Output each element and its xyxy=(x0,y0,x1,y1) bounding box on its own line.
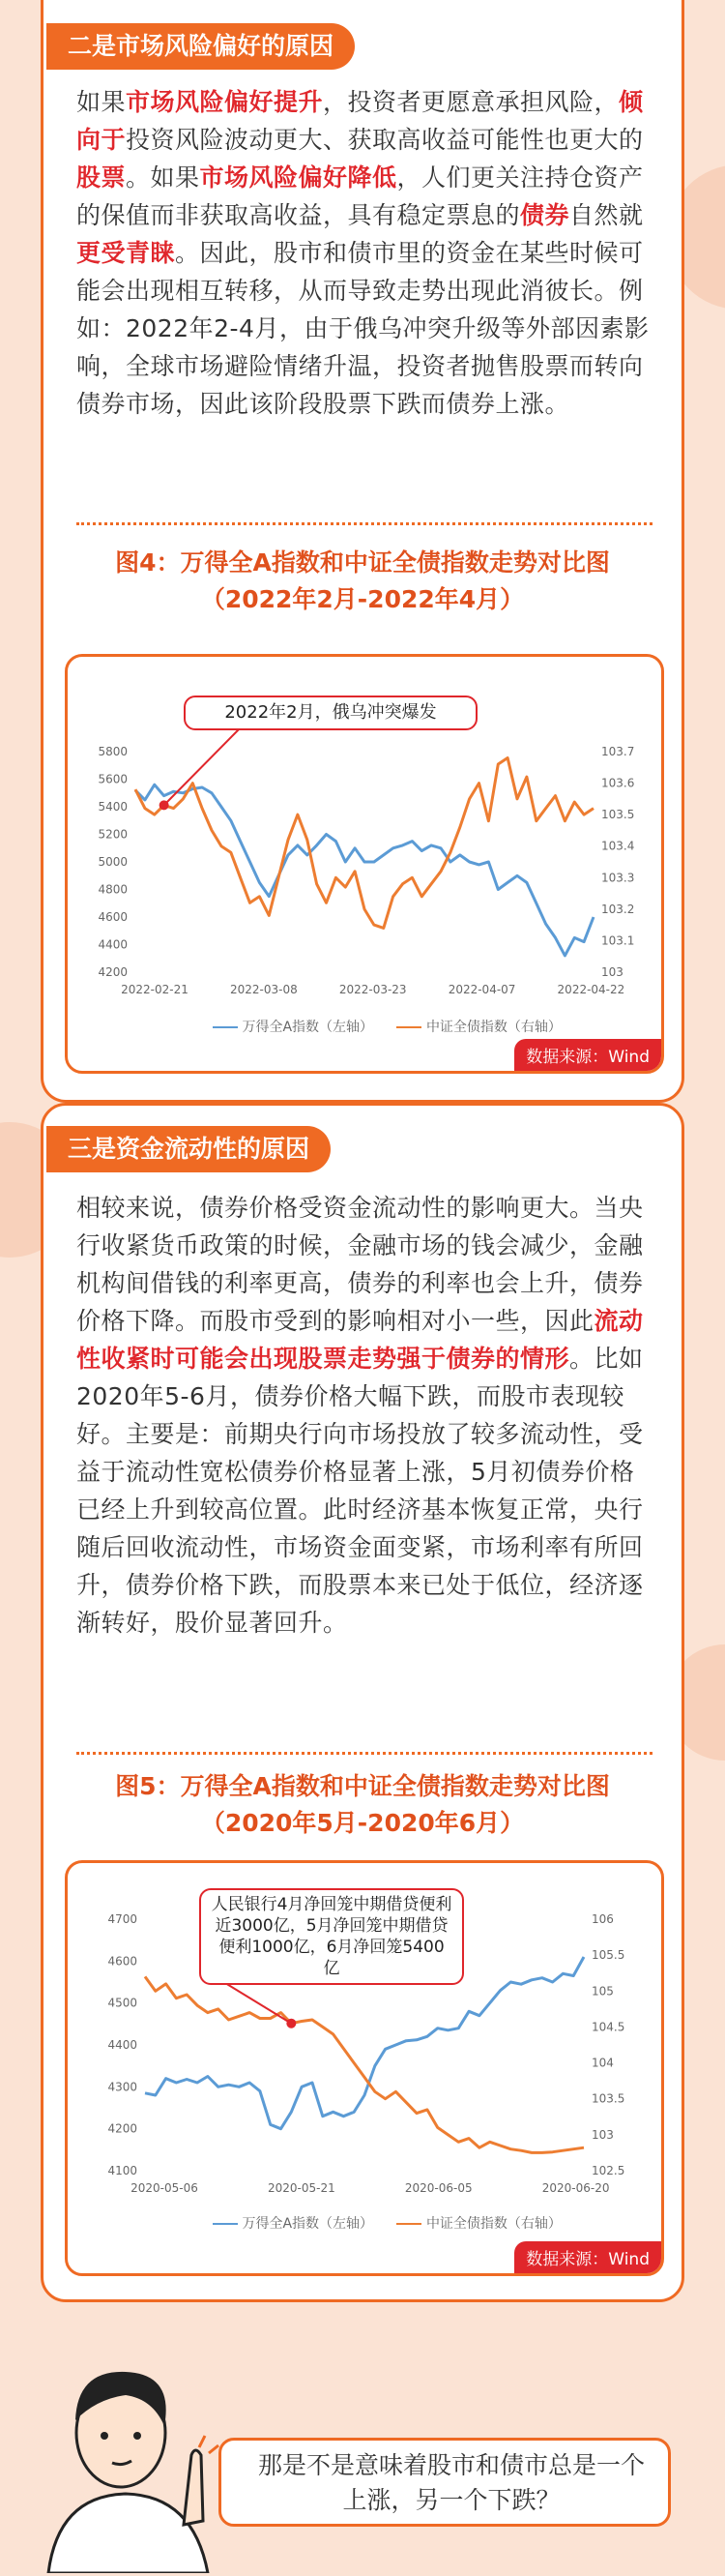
y-right-tick-label: 105.5 xyxy=(592,1948,625,1963)
callout-marker-dot xyxy=(160,800,169,810)
y-left-tick-label: 4200 xyxy=(98,965,128,979)
text: 自然就 xyxy=(569,201,644,229)
character-body xyxy=(48,2494,208,2573)
y-right-tick-label: 103.3 xyxy=(601,871,635,885)
y-left-tick-label: 4600 xyxy=(98,910,128,924)
figure5-title: 图5：万得全A指数和中证全债指数走势对比图 xyxy=(115,1772,610,1800)
highlight: 更受青睐 xyxy=(76,239,176,267)
y-right-tick-label: 103.1 xyxy=(601,933,635,948)
highlight: 市场风险偏好提升 xyxy=(126,88,324,116)
y-right-tick-label: 103.5 xyxy=(592,2091,625,2106)
text: 。如果 xyxy=(126,163,200,192)
x-tick-label: 2020-05-21 xyxy=(268,2181,335,2195)
text: ，投资者更愿意承担风险， xyxy=(323,88,620,116)
series-line-bond xyxy=(145,1976,584,2152)
section-card-risk-appetite xyxy=(41,0,684,1103)
legend-line-stock xyxy=(213,2223,238,2225)
highlight: 债券 xyxy=(520,201,570,229)
y-right-tick-label: 103.2 xyxy=(601,902,635,916)
y-left-tick-label: 4400 xyxy=(98,937,128,952)
y-right-tick-label: 102.5 xyxy=(592,2164,625,2177)
y-left-tick-label: 4100 xyxy=(107,2164,137,2177)
figure4-legend xyxy=(213,1017,562,1036)
y-left-tick-label: 4600 xyxy=(107,1954,137,1969)
x-tick-label: 2022-02-21 xyxy=(121,983,188,996)
highlight: 倾向于 xyxy=(76,88,644,154)
cartoon-character-illustration xyxy=(29,2331,222,2573)
figure5-subtitle: （2020年5月-2020年6月） xyxy=(200,1809,525,1837)
y-left-tick-label: 4800 xyxy=(98,882,128,897)
y-right-tick-label: 103.6 xyxy=(601,776,635,790)
y-left-tick-label: 4400 xyxy=(107,2038,137,2052)
character-hand xyxy=(184,2450,203,2525)
legend-label-bond: 中证全债指数（右轴） xyxy=(425,2216,562,2232)
callout-marker-dot xyxy=(286,2019,296,2028)
legend-line-bond xyxy=(396,1026,421,1028)
section-card-liquidity xyxy=(41,1103,684,2302)
y-left-tick-label: 5800 xyxy=(98,745,128,758)
y-right-tick-label: 106 xyxy=(592,1912,614,1926)
character-hand-accent xyxy=(199,2436,218,2453)
legend-line-bond xyxy=(396,2223,421,2225)
series-line-bond xyxy=(135,758,594,929)
legend-label-stock: 万得全A指数（左轴） xyxy=(242,2216,374,2232)
y-left-tick-label: 4500 xyxy=(107,1996,137,2010)
legend-label-stock: 万得全A指数（左轴） xyxy=(242,1020,374,1035)
callout-leader-line xyxy=(164,726,242,805)
question-text: 那是不是意味着股市和债市总是一个上涨，另一个下跌？ xyxy=(258,2451,646,2514)
text: 。因此，股市和债市里的资金在某些时候可能会出现相互转移，从而导致走势出现此消彼长。例如：2022年2-4月，由于俄乌冲突升级等外部因素影响，全球市场避险情绪升温，投资者抛售股票而转向债券市场，因此该阶段股票下跌而债券上涨。 xyxy=(76,239,650,418)
paragraph-liquidity xyxy=(76,1189,652,1642)
y-right-tick-label: 103.4 xyxy=(601,839,635,853)
figure5-callout: 人民银行4月净回笼中期借贷便利近3000亿，5月净回笼中期借贷便利1000亿，6月净回笼5400亿 xyxy=(199,1888,464,1985)
y-right-tick-label: 103 xyxy=(592,2127,614,2142)
y-left-tick-label: 5400 xyxy=(98,800,128,814)
legend-line-stock xyxy=(213,1026,238,1028)
section-tag-risk-appetite: 二是市场风险偏好的原因 xyxy=(46,23,355,70)
highlight: 市场风险偏好降低 xyxy=(199,163,397,192)
text: ，人们更关注持仓资产的保值而非获取高收益，具有稳定票息的 xyxy=(76,163,644,229)
question-bubble xyxy=(218,2438,671,2527)
figure4-chart xyxy=(65,654,664,1074)
section-tag-liquidity: 三是资金流动性的原因 xyxy=(46,1126,331,1172)
figure4-subtitle: （2022年2月-2022年4月） xyxy=(200,585,525,613)
data-source-badge: 数据来源：Wind xyxy=(514,2241,661,2273)
y-left-tick-label: 5000 xyxy=(98,855,128,869)
x-tick-label: 2022-03-23 xyxy=(338,983,407,996)
y-right-tick-label: 103.7 xyxy=(601,745,635,758)
x-tick-label: 2020-05-06 xyxy=(130,2181,198,2195)
highlight: 流动性收紧时可能会出现股票走势强于债券的情形 xyxy=(76,1307,644,1373)
y-left-tick-label: 5200 xyxy=(98,827,128,842)
dotted-divider xyxy=(76,1752,652,1755)
data-source-badge: 数据来源：Wind xyxy=(514,1039,661,1071)
text: 。比如2020年5-6月，债券价格大幅下跌，而股市表现较好。主要是：前期央行向市场投放了较多流动性，受益于流动性宽松债券价格显著上涨，5月初债券价格已经上升到较高位置。此时经济基本恢复正常，央行随后回收流动性，市场资金面变紧，市场利率有所回升，债券价格下跌，而股票本来已处于低位，经济逐渐转好，股价显著回升。 xyxy=(76,1345,644,1637)
highlight: 股票 xyxy=(76,163,127,192)
y-right-tick-label: 104 xyxy=(592,2056,614,2070)
y-right-tick-label: 105 xyxy=(592,1984,614,1999)
x-tick-label: 2022-03-08 xyxy=(229,983,298,996)
x-tick-label: 2020-06-20 xyxy=(541,2181,610,2195)
y-left-tick-label: 4200 xyxy=(107,2121,137,2136)
y-right-tick-label: 104.5 xyxy=(592,2020,625,2034)
character-eye-right xyxy=(133,2432,141,2440)
paragraph-risk-appetite xyxy=(76,83,652,423)
y-left-tick-label: 5600 xyxy=(98,772,128,786)
x-tick-label: 2022-04-07 xyxy=(448,983,516,996)
figure4-title: 图4：万得全A指数和中证全债指数走势对比图 xyxy=(115,548,610,577)
dotted-divider xyxy=(76,522,652,525)
text: 投资风险波动更大、获取高收益可能性也更大的 xyxy=(126,126,644,154)
text: 如果 xyxy=(76,88,127,116)
x-tick-label: 2020-06-05 xyxy=(404,2181,473,2195)
character-eye-left xyxy=(101,2432,108,2440)
y-left-tick-label: 4700 xyxy=(107,1912,137,1926)
figure4-callout: 2022年2月，俄乌冲突爆发 xyxy=(184,696,478,730)
y-right-tick-label: 103.5 xyxy=(601,808,635,822)
y-left-tick-label: 4300 xyxy=(107,2080,137,2094)
figure5-legend xyxy=(213,2213,562,2233)
text: 相较来说，债券价格受资金流动性的影响更大。当央行收紧货币政策的时候，金融市场的钱会减少，金融机构间借钱的利率更高，债券的利率也会上升，债券价格下降。而股市受到的影响相对小一些，因此 xyxy=(76,1194,644,1335)
y-right-tick-label: 103 xyxy=(601,965,624,979)
figure5-chart xyxy=(65,1860,664,2276)
x-tick-label: 2022-04-22 xyxy=(557,983,625,996)
legend-label-bond: 中证全债指数（右轴） xyxy=(425,1020,562,1035)
